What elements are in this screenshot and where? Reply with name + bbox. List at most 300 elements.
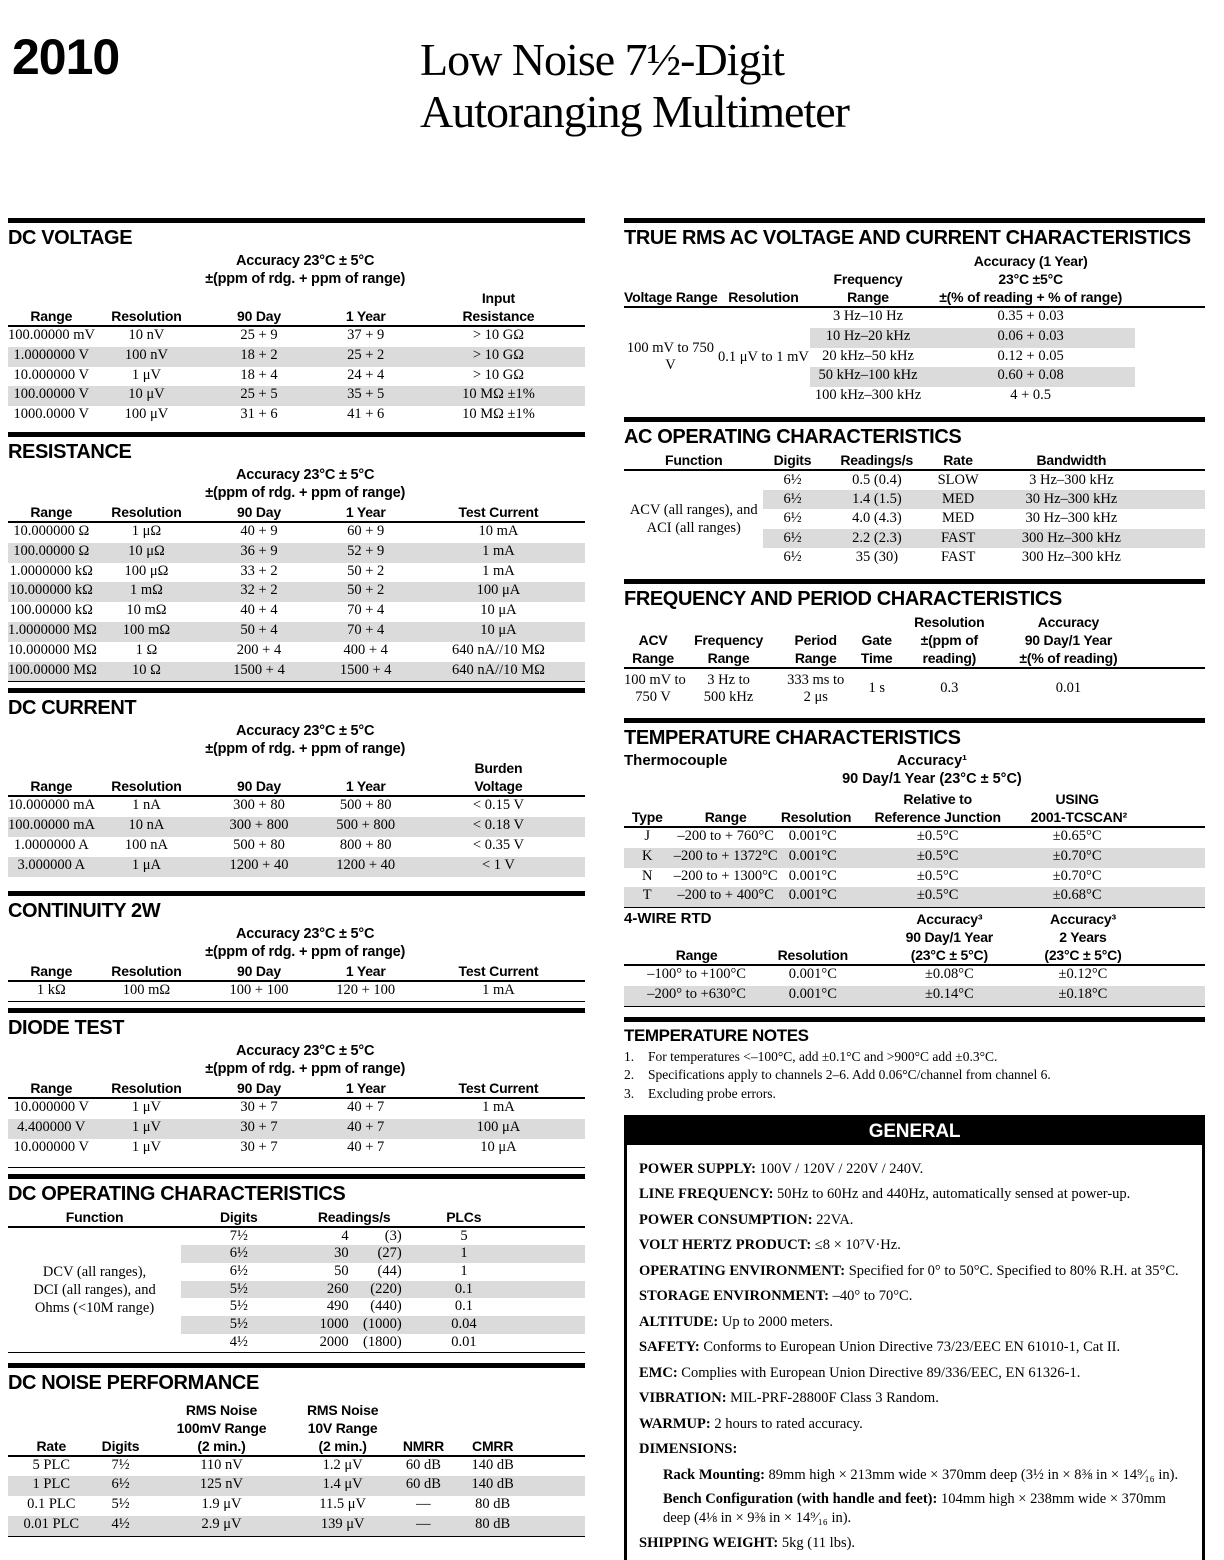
cell-rate: MED [942,510,975,527]
cell-1year: 35 + 5 [347,386,385,403]
cell-90day: 200 + 4 [236,641,282,658]
cell-90day: 25 + 5 [240,386,278,403]
cell-rms-100mv: 110 nV [200,1456,243,1473]
col-head-line: 100mV Range [176,1419,267,1436]
spec-value: 104mm high × 238mm wide × 370mm deep (4⅛ in × 9⅜ in × 14⁹⁄₁₆ in). [663,1490,1166,1526]
cell-readings: 2.2 (2.3) [852,529,902,546]
section-divider [8,688,585,693]
cell-resolution: 100 nA [124,836,169,853]
col-head-line: USING [1055,790,1099,807]
col-head-line: Frequency [833,271,903,287]
cell-rate: MED [942,491,975,508]
table-row [763,509,1205,528]
cell-acc-90day: ±0.14°C [924,985,974,1002]
cell-burden-voltage: < 0.35 V [472,836,524,853]
section-title-ac-operating: AC OPERATING CHARACTERISTICS [624,425,962,448]
cell-range: 100.00000 mV [8,327,95,343]
page-title-line2: Autoranging Multimeter [420,86,849,137]
col-head: Resolution [111,778,182,795]
cell-90day: 18 + 2 [240,346,278,363]
cell-burden-voltage: < 1 V [481,856,515,873]
cell-resolution: 100 nV [124,346,169,363]
col-head-range: Range [675,947,718,964]
cell-90day: 31 + 6 [240,406,278,423]
cell-accuracy: 0.35 + 0.03 [997,308,1064,324]
dc-noise-rows [8,1457,585,1536]
accuracy-label [198,925,411,961]
accuracy-line1: Accuracy 23°C ± 5°C [236,466,375,483]
col-head-rate: Rate [36,1437,67,1454]
spec-label: VIBRATION: [639,1390,727,1407]
table-bottom-rule [624,1006,1205,1007]
rtd-label: 4-WIRE RTD [624,910,712,928]
readings-value: 1000 [319,1316,349,1333]
readings-paren: (44) [377,1263,402,1280]
table-row [8,1476,585,1496]
col-head-function: Function [664,451,723,468]
spec-value: 100V / 120V / 220V / 240V. [759,1160,924,1177]
cell-rate: 1 PLC [32,1476,70,1493]
readings-value: 260 [326,1280,349,1297]
section-divider [8,1008,585,1013]
col-head: Range [30,778,73,795]
section-title-temp-notes: TEMPERATURE NOTES [624,1025,809,1045]
col-head [412,759,585,795]
note-item [624,1066,1205,1085]
cell-frequency-range: 100 kHz–300 kHz [814,387,922,404]
freq-period-row [624,669,1205,710]
col-head-function: Function [65,1208,124,1225]
table-bottom-rule [8,1536,585,1537]
cell-1year: 120 + 100 [336,981,396,998]
cell-readings: 4.0 (4.3) [852,510,902,527]
cell-1year: 50 + 2 [347,562,385,579]
cell-frequency-range: 20 kHz–50 kHz [822,347,914,364]
function-line: DCI (all ranges), and [33,1281,156,1298]
section-divider [8,891,585,896]
table-row [624,828,1205,848]
cell-range: 1 kΩ [36,981,66,998]
table-row [8,1119,585,1139]
cell-rms-10v: 11.5 μV [319,1496,366,1513]
table-row [8,797,585,817]
col-head: Resolution [111,308,182,324]
cell-resolution: 10 mΩ [126,602,167,619]
col-head-line: Accuracy³ [1050,911,1116,928]
section-title-resistance: RESISTANCE [8,440,132,463]
cell-line: 100 mV to [624,671,686,688]
col-head-line: Gate [861,631,892,648]
col-head [412,289,585,325]
cell-plcs: 1 [460,1245,468,1262]
cell-1year: 40 + 7 [347,1138,385,1155]
cell-frequency-range: 3 Hz–10 Hz [832,308,904,324]
spec-power-supply [639,1160,1192,1179]
left-column [8,218,585,1537]
cell-digits: 4½ [229,1333,248,1350]
cell-90day: 300 + 800 [229,817,289,834]
cell-nmrr: — [416,1515,431,1532]
cell-digits: 6½ [229,1245,248,1262]
col-head-digits: Digits [773,451,812,468]
col-head: 90 Day [237,503,281,520]
cell-input-resistance: > 10 GΩ [472,327,525,343]
cell-rms-10v: 139 μV [320,1515,365,1532]
table-row [624,848,1205,868]
col-head: 90 Day [237,778,281,795]
cell-1year: 25 + 2 [347,346,385,363]
spec-value: Complies with European Union Directive 89/336/EEC, EN 61326-1. [681,1364,1081,1381]
cell-nmrr: 60 dB [405,1476,441,1493]
section-title-freq-period: FREQUENCY AND PERIOD CHARACTERISTICS [624,587,1062,610]
cell-range: 100.00000 V [13,386,89,403]
diode-header [8,1042,585,1097]
cell-digits: 6½ [783,548,802,565]
note-text: Excluding probe errors. [648,1085,776,1101]
right-column [624,218,1205,1560]
section-divider [8,1363,585,1368]
spec-safety [639,1338,1192,1357]
cell-range: 1.0000000 A [13,836,89,853]
cell-range: 10.000000 V [13,1138,89,1155]
cell-accuracy: 0.12 + 0.05 [997,347,1064,364]
table-row [8,347,585,367]
cell-readings [297,1316,413,1334]
cell-acc-2year: ±0.18°C [1058,985,1108,1002]
col-head-nmrr: NMRR [402,1437,445,1454]
cell-digits: 7½ [229,1227,248,1244]
spec-label: STORAGE ENVIRONMENT: [639,1288,830,1305]
dc-noise-headers [8,1397,585,1455]
col-head-line: 23°C ±5°C [998,271,1063,287]
dc-current-rows [8,797,585,876]
cell-90day: 30 + 7 [240,1138,278,1155]
cell-nmrr: — [416,1496,431,1513]
col-head-line: (23°C ± 5°C) [1044,947,1122,964]
cell-digits: 6½ [229,1263,248,1280]
table-row [8,602,585,622]
section-title-diode: DIODE TEST [8,1017,125,1040]
col-head-line: ±(ppm of [920,631,979,648]
accuracy-line1: Accuracy 23°C ± 5°C [236,723,375,740]
cell-range: 1.0000000 MΩ [8,621,97,638]
cell-input-resistance: 10 MΩ ±1% [462,406,535,423]
col-head-accuracy [1002,613,1136,667]
accuracy-line2: 90 Day/1 Year (23°C ± 5°C) [842,770,1022,787]
cell-test-current: 1 mA [482,562,515,579]
readings-value: 50 [334,1263,349,1280]
cell-input-resistance: 10 MΩ ±1% [462,386,535,403]
accuracy-line1: Accuracy 23°C ± 5°C [236,253,375,269]
cell-rate: 0.01 PLC [23,1515,80,1532]
model-number: 2010 [12,29,120,85]
accuracy-line2: ±(ppm of rdg. + ppm of range) [205,271,406,287]
cell-rate: 0.1 PLC [27,1496,76,1513]
col-head: Range [30,503,73,520]
readings-paren: (440) [370,1298,402,1315]
col-head: Range [30,962,73,979]
true-rms-headers [624,252,1205,306]
cell-1year: 500 + 800 [336,817,396,834]
spec-power-consumption [639,1211,1192,1230]
cell-1year: 37 + 9 [347,327,385,343]
table-row [810,387,1135,407]
spec-value: Up to 2000 meters. [721,1313,834,1330]
spec-label: POWER CONSUMPTION: [639,1211,813,1228]
section-title-dc-operating: DC OPERATING CHARACTERISTICS [8,1182,346,1205]
section-title-dc-noise: DC NOISE PERFORMANCE [8,1371,259,1394]
readings-paren: (1800) [363,1333,402,1350]
spec-label: Bench Configuration (with handle and feet): [663,1490,938,1507]
col-head-accuracy [926,252,1135,306]
thermocouple-rows [624,828,1205,907]
cell-test-current: 10 μA [480,602,517,619]
spec-emc [639,1364,1192,1383]
cell-resolution: 100 mΩ [122,981,171,998]
spec-label: DIMENSIONS: [639,1441,738,1458]
cell-90day: 30 + 7 [240,1099,278,1116]
cell-digits: 5½ [229,1316,248,1333]
cell-resolution: 10 Ω [132,661,161,678]
dc-current-header [8,722,585,795]
cell-90day: 30 + 7 [240,1119,278,1136]
col-head: Range [30,308,73,324]
note-text: For temperatures <–100°C, add ±0.1°C and >900°C add ±0.3°C. [648,1048,998,1064]
cell-resolution: 10 μV [128,386,165,403]
cell-plcs: 5 [460,1227,468,1244]
accuracy-line2: ±(ppm of rdg. + ppm of range) [205,484,406,501]
cell-reference-junction: ±0.5°C [916,847,959,864]
section-divider [624,417,1205,422]
cell-cmrr: 80 dB [475,1515,511,1532]
table-row [810,328,1135,348]
cell-1year: 800 + 80 [339,836,392,853]
accuracy-label [198,1042,411,1078]
cell-plcs: 0.04 [451,1316,477,1333]
readings-paren: (1000) [363,1316,402,1333]
ac-operating-body [624,471,1205,567]
col-head-line: Input [481,290,516,306]
cell-resolution: 0.001°C [788,827,837,844]
col-head-readings: Readings/s [840,451,914,468]
cell-range: 10.000000 V [13,366,89,383]
cell-90day: 300 + 80 [233,797,285,814]
cell-digits: 6½ [783,471,802,488]
col-head-type: Type [631,808,663,825]
cell-type: J [644,827,651,844]
note-number: 3. [624,1085,635,1101]
col-head-line: Burden [474,760,523,777]
note-number: 1. [624,1048,635,1064]
col-head-digits: Digits [101,1437,140,1454]
table-row [810,308,1135,328]
spec-label: LINE FREQUENCY: [639,1186,774,1203]
spec-altitude [639,1313,1192,1332]
cell-resolution: 10 nA [128,817,165,834]
col-head-line: Range [632,649,674,666]
function-line: ACV (all ranges), and [629,501,758,518]
section-title-true-rms: TRUE RMS AC VOLTAGE AND CURRENT CHARACTERISTICS [624,227,1191,249]
page-title-line1: Low Noise 7½-Digit [420,34,785,85]
col-head-line: RMS Noise [185,1401,258,1418]
cell-range: 1.0000000 kΩ [9,562,93,579]
function-cell [624,501,763,537]
table-row [181,1228,585,1246]
accuracy-line2: ±(ppm of rdg. + ppm of range) [205,943,406,960]
cell-frequency-range: 10 Hz–20 kHz [825,327,911,344]
table-bottom-rule [8,681,585,682]
cell-resolution: 0.001°C [788,966,837,983]
cell-range: 10.000000 kΩ [9,582,93,599]
note-item [624,1085,1205,1104]
spec-value: MIL-PRF-28800F Class 3 Random. [730,1390,939,1407]
cell-cmrr: 140 dB [471,1456,514,1473]
true-rms-rows [810,308,1135,407]
cell-rms-10v: 1.2 μV [322,1456,363,1473]
table-row [624,868,1205,888]
spec-label: SHIPPING WEIGHT: [639,1535,779,1552]
table-row [181,1245,585,1263]
cell-range: 3.000000 A [17,856,86,873]
resistance-header [8,466,585,521]
cell-resolution: 0.3 [940,680,959,697]
page-title [420,34,849,138]
accuracy-label [198,252,411,288]
col-head-line: 2001-TCSCAN² [1030,808,1128,825]
cell-digits: 5½ [229,1280,248,1297]
cell-digits: 5½ [229,1298,248,1315]
col-head-line: 90 Day/1 Year [1024,631,1113,648]
spec-volt-hertz [639,1236,1192,1255]
table-row [8,642,585,662]
cell-burden-voltage: < 0.18 V [472,817,524,834]
cell-accuracy: 0.06 + 0.03 [997,327,1064,344]
cell-test-current: 10 mA [478,522,519,539]
table-row [763,548,1205,567]
table-row [8,386,585,406]
accuracy-line1: Accuracy 23°C ± 5°C [236,1043,375,1060]
table-row [181,1298,585,1316]
cell-accuracy: 4 + 0.5 [1010,387,1052,404]
cell-bandwidth: 30 Hz–300 kHz [1025,510,1118,527]
cell-resolution: 100 μV [124,406,169,423]
cell-range: –200° to +630°C [647,985,746,1002]
col-head-voltage-range: Voltage Range [624,289,718,305]
accuracy-label [798,752,1065,788]
cell-digits: 7½ [111,1456,130,1473]
col-head-line: (2 min.) [197,1437,246,1454]
cell-tcscan: ±0.70°C [1052,847,1102,864]
col-head-period-range [775,631,856,667]
cell-90day: 33 + 2 [240,562,278,579]
cell-burden-voltage: < 0.15 V [472,797,524,814]
spec-storage-environment [639,1287,1192,1306]
cell-range: 100.00000 kΩ [9,602,93,619]
col-head-line: 2 Years [1059,929,1107,946]
col-head-frequency-range [682,631,775,667]
cell-range: –200 to + 400°C [677,887,774,904]
cell-range: –200 to + 1372°C [673,847,778,864]
thermocouple-label: Thermocouple [624,751,728,769]
rtd-header [624,908,1205,964]
spec-value: Conforms to European Union Directive 73/23/EEC EN 61010-1, Cat II. [703,1339,1121,1356]
accuracy-line2: ±(ppm of rdg. + ppm of range) [205,1061,406,1078]
col-head: 90 Day [237,1080,281,1097]
table-row [763,490,1205,509]
cell-range: 10.000000 MΩ [8,641,97,658]
voltage-range-cell: 100 mV to 750 V [626,340,715,374]
table-row [810,348,1135,368]
ac-operating-rows [763,471,1205,567]
readings-value: 490 [326,1298,349,1315]
cell-bandwidth: 30 Hz–300 kHz [1025,491,1118,508]
cell-range: –200 to + 1300°C [673,867,778,884]
cell-90day: 40 + 9 [240,522,278,539]
col-head-rate: Rate [943,451,973,468]
cell-acc-2year: ±0.12°C [1058,966,1108,983]
cell-plcs: 0.1 [454,1280,474,1297]
cell-bandwidth: 300 Hz–300 kHz [1021,529,1121,546]
col-head-bandwidth: Bandwidth [1036,451,1107,468]
section-divider [624,579,1205,584]
table-row [8,563,585,583]
cell-90day: 100 + 100 [229,981,289,998]
table-row [8,817,585,837]
readings-paren: (3) [384,1227,402,1244]
cell-rms-100mv: 125 nV [199,1476,244,1493]
cell-1year: 70 + 4 [347,602,385,619]
spec-value: Specified for 0° to 50°C. Specified to 80% R.H. at 35°C. [848,1262,1179,1279]
col-head-acc-90day [856,910,1042,964]
cell-readings [297,1334,413,1352]
cell-input-resistance: > 10 GΩ [472,366,525,383]
col-head: Test Current [458,962,539,979]
col-head-readings: Readings/s [317,1208,391,1225]
cell-digits: 6½ [783,510,802,527]
spec-label: Rack Mounting: [663,1466,765,1483]
cell-range: 1000.0000 V [13,406,89,423]
table-row [624,966,1205,986]
cell-line: 2 μs [803,688,828,705]
cell-1year: 24 + 4 [347,366,385,383]
col-head: Resolution [111,1080,182,1097]
table-bottom-rule [8,1167,585,1168]
col-head-line: Reference Junction [874,808,1001,825]
cell-rate: SLOW [937,471,979,488]
col-head: Test Current [458,503,539,520]
spec-warmup [639,1415,1192,1434]
cell-range: 4.400000 V [17,1119,86,1136]
accuracy-label [198,722,411,758]
spec-label: WARMUP: [639,1415,711,1432]
dc-voltage-header [8,252,585,325]
readings-paren: (220) [370,1280,402,1297]
table-row [181,1263,585,1281]
cell-resolution: 1 mΩ [130,582,163,599]
table-row [763,471,1205,490]
cell-rms-100mv: 1.9 μV [201,1496,242,1513]
cell-line: 3 Hz to [707,671,750,688]
cell-resolution: 10 nV [128,327,165,343]
cell-test-current: 100 μA [476,582,521,599]
col-head-frequency [810,270,926,306]
thermocouple-header [624,752,1205,826]
spec-value: –40° to 70°C. [832,1288,913,1305]
cell-digits: 6½ [783,491,802,508]
cell-acc-90day: ±0.08°C [924,966,974,983]
col-head-line: Period [794,631,837,648]
col-head-line: Range [847,289,889,305]
